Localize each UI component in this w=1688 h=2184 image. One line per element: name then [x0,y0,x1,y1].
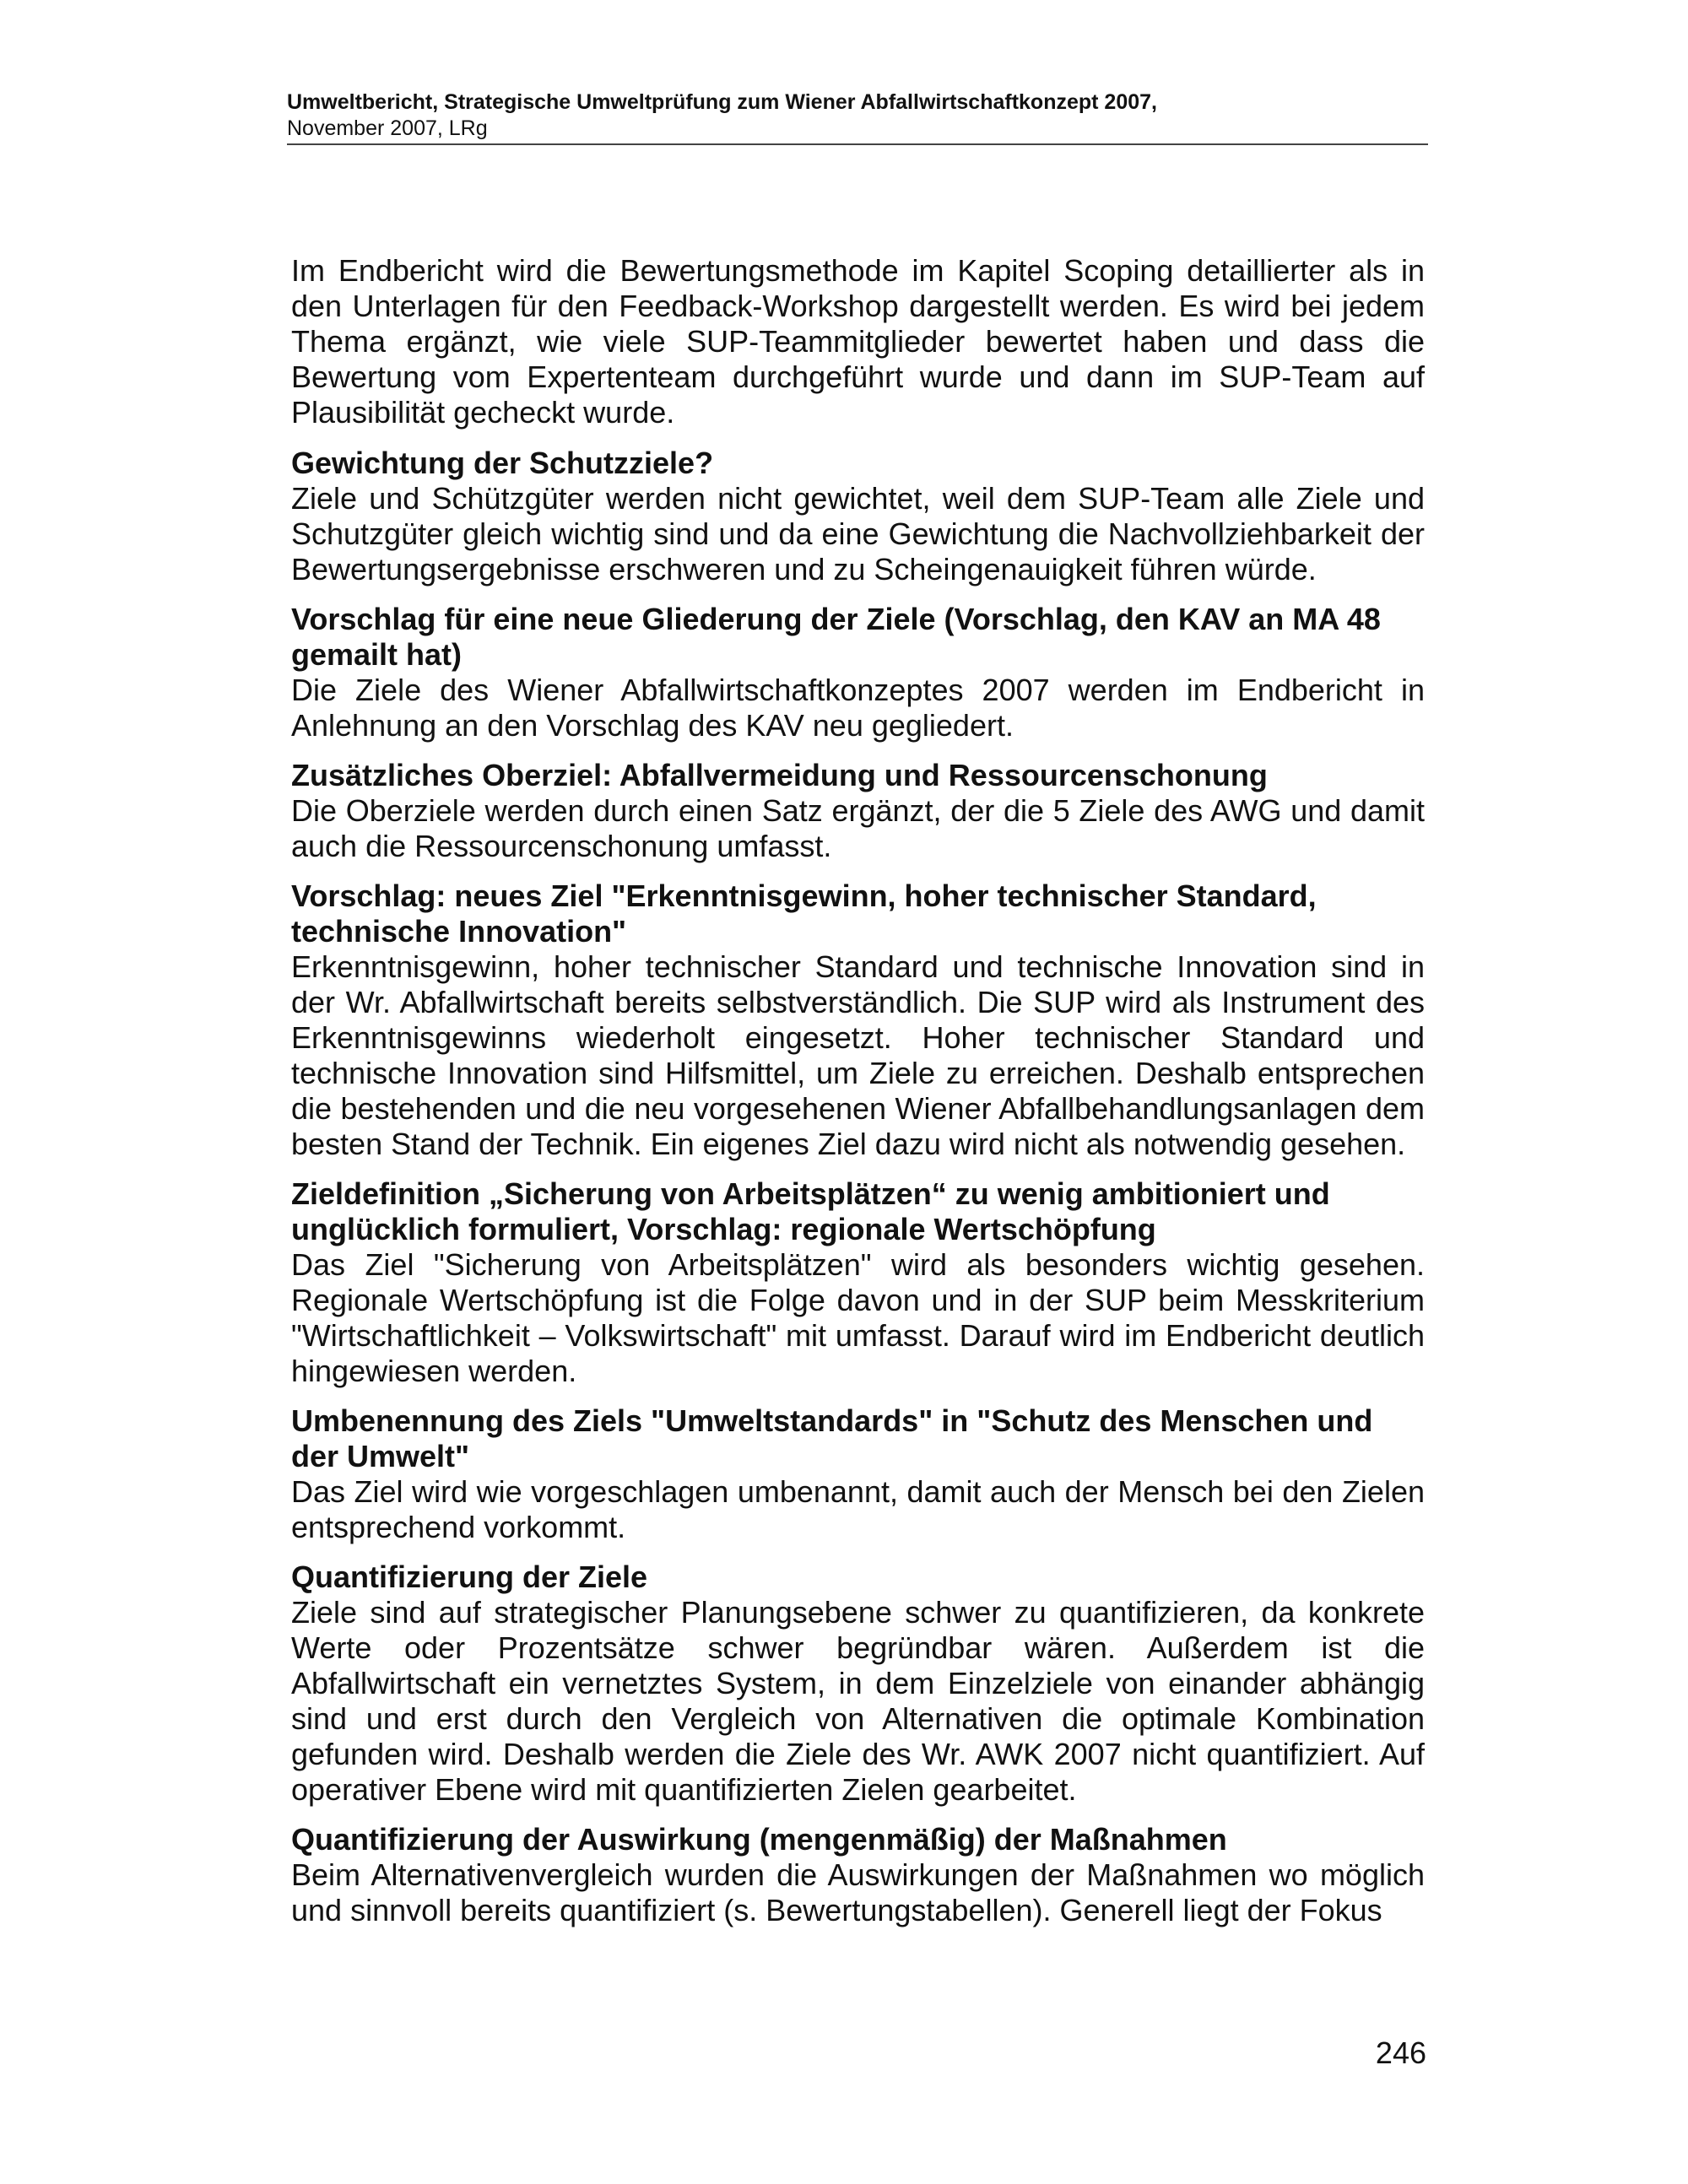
section-text: Beim Alternativenvergleich wurden die Auswirkungen der Maßnahmen wo möglich und sinnvoll bereits quantifiziert (s. Bewertungstabellen). Generell liegt der Fokus [291,1857,1425,1927]
header-title: Umweltbericht, Strategische Umweltprüfung zum Wiener Abfallwirtschaftkonzept 2007, [287,90,1157,114]
section-heading: Quantifizierung der Ziele [291,1560,648,1594]
section-structure-proposal [291,602,1425,743]
section-weighting [291,446,1425,587]
header-date-line: November 2007, LRg [287,116,488,140]
page-header [287,89,1428,145]
section-text: Ziele sind auf strategischer Planungsebene schwer zu quantifizieren, da konkrete Werte oder Prozentsätze schwer begründbar wären. Außerdem ist die Abfallwirtschaft ein vernetztes System, in dem Einzelziele von einander abhängig sind und erst durch den Vergleich von Alternativen die optimale Kombination gefunden wird. Deshalb werden die Ziele des Wr. AWK 2007 nicht quantifiziert. Auf operativer Ebene wird mit quantifizierten Zielen gearbeitet. [291,1595,1425,1807]
page-number: 246 [1375,2035,1426,2070]
section-new-goal-innovation [291,878,1425,1162]
section-text: Das Ziel "Sicherung von Arbeitsplätzen" wird als besonders wichtig gesehen. Regionale Wertschöpfung ist die Folge davon und in der SUP beim Messkriterium "Wirtschaftlichkeit – Volkswirtschaft" mit umfasst. Darauf wird im Endbericht deutlich hingewiesen werden. [291,1247,1425,1388]
section-text: Die Ziele des Wiener Abfallwirtschaftkonzeptes 2007 werden im Endbericht in Anlehnung an den Vorschlag des KAV neu gegliedert. [291,673,1425,743]
section-quantify-measures [291,1822,1425,1928]
intro-paragraph: Im Endbericht wird die Bewertungsmethode im Kapitel Scoping detaillierter als in den Unterlagen für den Feedback-Workshop dargestellt werden. Es wird bei jedem Thema ergänzt, wie viele SUP-Teammitglieder bewertet haben und dass die Bewertung vom Expertenteam durchgeführt wurde und dann im SUP-Team auf Plausibilität gecheckt wurde. [291,253,1425,430]
section-heading: Umbenennung des Ziels "Umweltstandards" in "Schutz des Menschen und der Umwelt" [291,1403,1373,1473]
section-heading: Zusätzliches Oberziel: Abfallvermeidung und Ressourcenschonung [291,758,1268,792]
section-heading: Zieldefinition „Sicherung von Arbeitsplätzen“ zu wenig ambitioniert und unglücklich formuliert, Vorschlag: regionale Wertschöpfung [291,1176,1330,1246]
body-content [291,253,1425,1943]
section-text: Erkenntnisgewinn, hoher technischer Standard und technische Innovation sind in der Wr. Abfallwirtschaft bereits selbstverständlich. Die SUP wird als Instrument des Erkenntnisgewinns wiederholt eingesetzt. Hoher technischer Standard und technische Innovation sind Hilfsmittel, um Ziele zu erreichen. Deshalb entsprechen die bestehenden und die neu vorgesehenen Wiener Abfallbehandlungsanlagen dem besten Stand der Technik. Ein eigenes Ziel dazu wird nicht als notwendig gesehen. [291,949,1425,1161]
section-heading: Vorschlag: neues Ziel "Erkenntnisgewinn, hoher technischer Standard, technische Innovation" [291,878,1317,949]
section-additional-goal [291,758,1425,864]
section-text: Das Ziel wird wie vorgeschlagen umbenannt, damit auch der Mensch bei den Zielen entsprechend vorkommt. [291,1474,1425,1544]
section-text: Die Oberziele werden durch einen Satz ergänzt, der die 5 Ziele des AWG und damit auch die Ressourcenschonung umfasst. [291,793,1425,863]
section-jobs-definition [291,1176,1425,1389]
section-text: Ziele und Schützgüter werden nicht gewichtet, weil dem SUP-Team alle Ziele und Schutzgüter gleich wichtig sind und da eine Gewichtung die Nachvollziehbarkeit der Bewertungsergebnisse erschweren und zu Scheingenauigkeit führen würde. [291,481,1425,587]
section-heading: Vorschlag für eine neue Gliederung der Ziele (Vorschlag, den KAV an MA 48 gemailt hat) [291,602,1381,672]
section-quantify-goals [291,1560,1425,1808]
section-rename-goal [291,1403,1425,1545]
section-heading: Gewichtung der Schutzziele? [291,446,714,480]
section-heading: Quantifizierung der Auswirkung (mengenmäßig) der Maßnahmen [291,1822,1227,1857]
